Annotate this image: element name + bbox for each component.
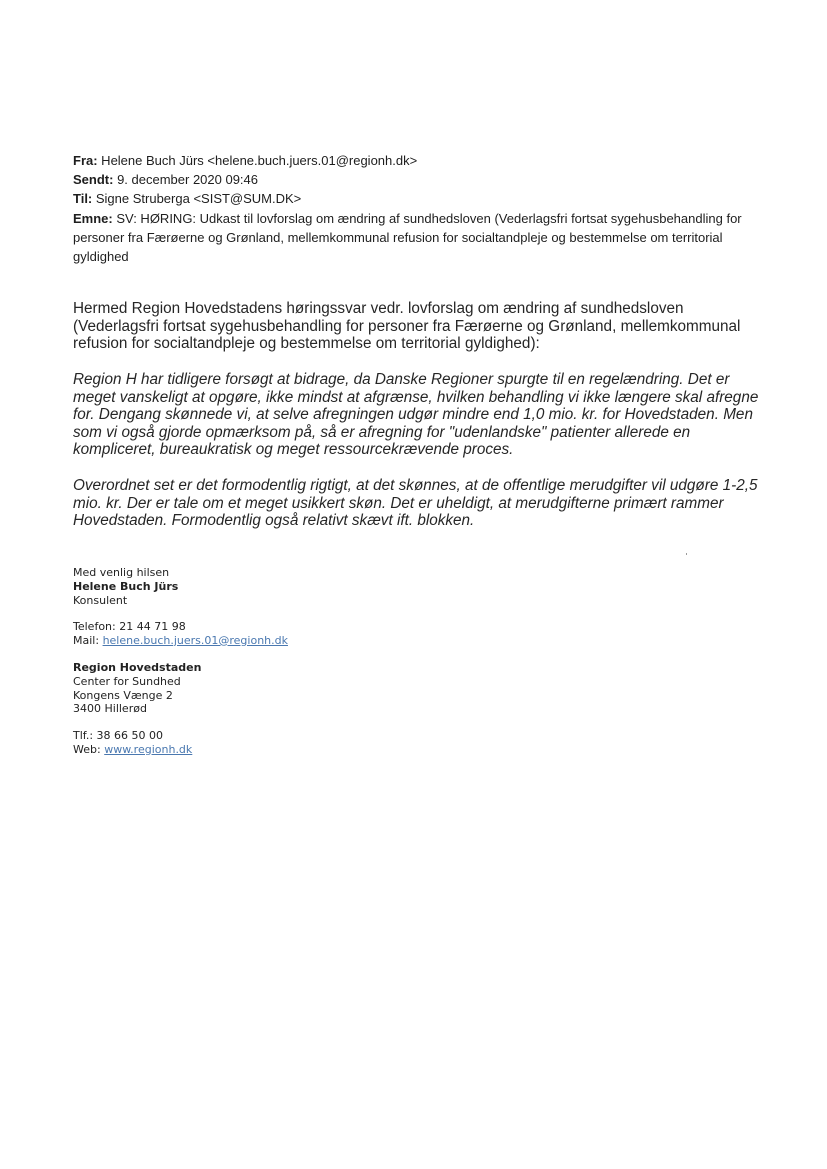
greeting: Med venlig hilsen [73,566,170,579]
phone-value: 21 44 71 98 [115,620,186,633]
city: 3400 Hillerød [73,702,147,716]
from-label: Fra: [73,153,98,168]
sent-value: 9. december 2020 09:46 [113,172,259,188]
web-line [73,743,473,757]
from-value: Helene Buch Jürs <helene.buch.juers.01@regionh.dk> [97,153,418,168]
subject-label: Emne: [73,210,113,226]
contact-block [73,620,473,648]
to-value: Signe Struberga <SIST@SUM.DK> [92,191,302,207]
signer-title: Konsulent [73,593,128,607]
intro-paragraph: Hermed Region Hovedstadens høringssvar vedr. lovforslag om ændring af sundhedsloven (Vederlagsfri fortsat sygehusbehandling for personer fra Færøerne og Grønland, mellemkommunal refusion for socialtandpleje og bestemmelse om territorial gyldighed): [73,300,741,353]
tlf-line [73,729,473,743]
mail-link[interactable]: helene.buch.juers.01@regionh.dk [102,633,288,647]
sent-row [73,170,763,189]
street: Kongens Vænge 2 [73,688,173,702]
body-paragraph-1: Region H har tidligere forsøgt at bidrage, da Danske Regioner spurgte til en regelændring. Det er meget vanskeligt at opgøre, ikke mindst at afgrænse, hvilken behandling vi ikke længere skal afregne for. Dengang skønnede vi, at selve afregningen udgør mindre end 1,0 mio. kr. for Hovedstaden. Men som vi også gjorde opmærksom på, så er afregning for "udenlandske" patienter allerede en kompliceret, bureaukratisk og meget ressourcekrævende proces. [73,371,759,459]
subject-row [73,209,763,267]
signer-name: Helene Buch Jürs [73,579,179,593]
mail-label: Mail: [73,633,100,647]
signature-block [73,566,473,607]
to-label: Til: [73,191,93,207]
address-block [73,661,473,716]
web-label: Web: [73,742,101,756]
department: Center for Sundhed [73,674,181,688]
from-row [73,151,763,170]
phone-line [73,620,473,634]
web-link[interactable]: www.regionh.dk [104,742,193,756]
mail-line [73,634,473,648]
to-row [73,189,763,208]
subject-value: SV: HØRING: Udkast til lovforslag om ændring af sundhedsloven (Vederlagsfri fortsat sygehusbehandling for personer fra Færøerne og Grønland, mellemkommunal refusion for socialtandpleje og bestemmelse om territorial gyldighed [73,210,742,265]
org-contact-block [73,729,473,757]
tlf-label: Tlf.: [73,729,94,742]
tlf-value: 38 66 50 00 [93,729,164,742]
phone-label: Telefon: [73,620,116,633]
scan-speck [686,553,687,555]
org-name: Region Hovedstaden [73,661,202,674]
body-paragraph-2: Overordnet set er det formodentlig rigtigt, at det skønnes, at de offentlige merudgifter vil udgøre 1-2,5 mio. kr. Der er tale om et meget usikkert skøn. Det er uheldigt, at merudgifterne primært rammer Hovedstaden. Formodentlig også relativt skævt ift. blokken. [73,477,758,530]
email-header [73,151,763,266]
sent-label: Sendt: [73,172,114,188]
